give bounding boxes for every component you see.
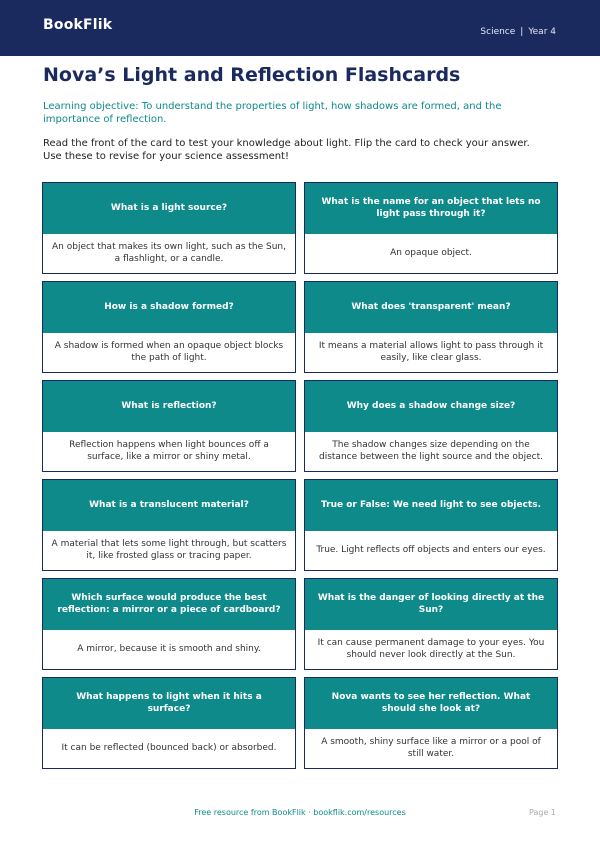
flashcard[interactable]: [42, 677, 296, 769]
flashcard[interactable]: [304, 479, 558, 571]
card-question: What does 'transparent' mean?: [305, 282, 557, 333]
card-row: [42, 677, 558, 776]
flashcard[interactable]: [304, 281, 558, 373]
flashcard[interactable]: [42, 182, 296, 274]
card-answer: It can be reflected (bounced back) or absorbed.: [43, 729, 295, 768]
footer-credit[interactable]: Free resource from BookFlik · bookflik.com/resources: [194, 808, 406, 817]
intro-text: Read the front of the card to test your knowledge about light. Flip the card to check your answer. Use these to revise for your science assessment!: [43, 138, 530, 162]
subject-meta: [480, 27, 556, 37]
card-question: Which surface would produce the best reflection: a mirror or a piece of cardboard?: [43, 579, 295, 630]
flashcard[interactable]: [42, 479, 296, 571]
card-row: [42, 479, 558, 578]
card-question: How is a shadow formed?: [43, 282, 295, 333]
flashcard[interactable]: [304, 578, 558, 670]
card-question: Nova wants to see her reflection. What should she look at?: [305, 678, 557, 729]
card-row: [42, 182, 558, 281]
card-question: Why does a shadow change size?: [305, 381, 557, 432]
card-answer: It means a material allows light to pass through it easily, like clear glass.: [305, 333, 557, 372]
card-question: True or False: We need light to see objects.: [305, 480, 557, 531]
brand-logo[interactable]: BookFlik: [43, 17, 113, 33]
card-answer: Reflection happens when light bounces off a surface, like a mirror or shiny metal.: [43, 432, 295, 471]
card-answer: True. Light reflects off objects and enters our eyes.: [305, 531, 557, 570]
card-question: What is a translucent material?: [43, 480, 295, 531]
page-title: Nova’s Light and Reflection Flashcards: [43, 64, 461, 86]
card-answer: A shadow is formed when an opaque object blocks the path of light.: [43, 333, 295, 372]
flashcard-grid: [42, 182, 558, 776]
card-question: What is a light source?: [43, 183, 295, 234]
card-question: What is reflection?: [43, 381, 295, 432]
card-row: [42, 380, 558, 479]
page-number: Page 1: [529, 808, 556, 817]
card-answer: A material that lets some light through, but scatters it, like frosted glass or tracing paper.: [43, 531, 295, 570]
card-question: What is the name for an object that lets no light pass through it?: [305, 183, 557, 234]
card-answer: An opaque object.: [305, 234, 557, 273]
flashcard[interactable]: [42, 578, 296, 670]
learning-objective: Learning objective: To understand the properties of light, how shadows are formed, and the importance of reflection.: [43, 101, 502, 125]
card-row: [42, 281, 558, 380]
top-bar: [0, 0, 600, 56]
flashcard[interactable]: [42, 281, 296, 373]
card-row: [42, 578, 558, 677]
card-answer: It can cause permanent damage to your eyes. You should never look directly at the Sun.: [305, 630, 557, 669]
year-label: Year 4: [528, 27, 556, 37]
card-question: What happens to light when it hits a surface?: [43, 678, 295, 729]
flashcard[interactable]: [304, 677, 558, 769]
meta-separator: |: [520, 27, 524, 37]
subject-label: Science: [480, 27, 516, 37]
card-question: What is the danger of looking directly at the Sun?: [305, 579, 557, 630]
card-answer: An object that makes its own light, such as the Sun, a flashlight, or a candle.: [43, 234, 295, 273]
card-answer: The shadow changes size depending on the distance between the light source and the object.: [305, 432, 557, 471]
flashcard[interactable]: [304, 380, 558, 472]
flashcard[interactable]: [304, 182, 558, 274]
card-answer: A mirror, because it is smooth and shiny.: [43, 630, 295, 669]
card-answer: A smooth, shiny surface like a mirror or a pool of still water.: [305, 729, 557, 768]
flashcard[interactable]: [42, 380, 296, 472]
